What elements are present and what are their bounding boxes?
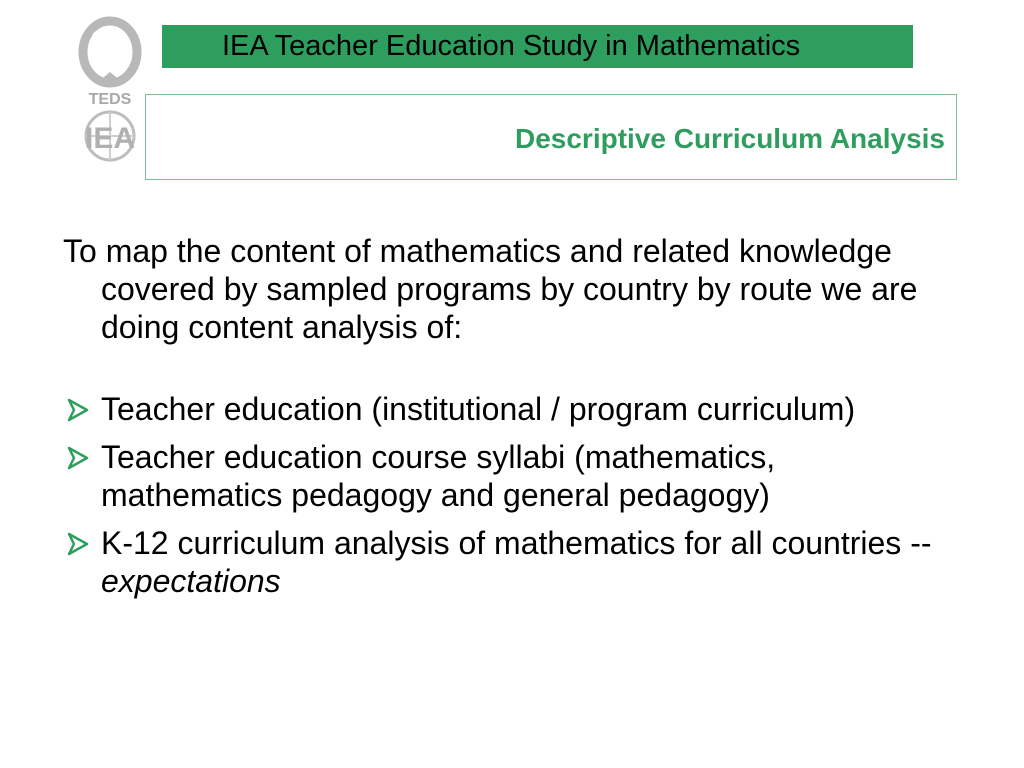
header-band bbox=[162, 25, 913, 68]
teds-iea-logo bbox=[76, 16, 148, 162]
intro-paragraph: To map the content of mathematics and related knowledge covered by sampled programs by country by route we are doing content analysis of: bbox=[63, 233, 918, 345]
slide-title: Descriptive Curriculum Analysis bbox=[514, 123, 945, 154]
slide-title-box bbox=[145, 94, 957, 180]
bullet-item bbox=[63, 438, 963, 514]
arrow-bullet-icon bbox=[65, 397, 91, 423]
logo-icon bbox=[76, 16, 148, 162]
logo-teds-text: TEDS bbox=[88, 91, 132, 108]
arrow-bullet-icon bbox=[65, 531, 91, 557]
header-band-title: IEA Teacher Education Study in Mathematics bbox=[222, 30, 801, 62]
bullet-item bbox=[63, 524, 963, 600]
logo-iea-text: IEA bbox=[84, 122, 136, 155]
bullet-emphasis: expectations bbox=[101, 563, 281, 599]
bullet-text: Teacher education (institutional / program curriculum) bbox=[101, 391, 856, 427]
arrow-bullet-icon bbox=[65, 445, 91, 471]
bullet-text: K-12 curriculum analysis of mathematics for all countries -- bbox=[101, 525, 932, 561]
bullet-item bbox=[63, 390, 963, 428]
bullet-text: Teacher education course syllabi (mathematics, mathematics pedagogy and general pedagogy) bbox=[101, 439, 776, 513]
bullet-list bbox=[63, 390, 963, 600]
slide-content bbox=[63, 232, 963, 610]
